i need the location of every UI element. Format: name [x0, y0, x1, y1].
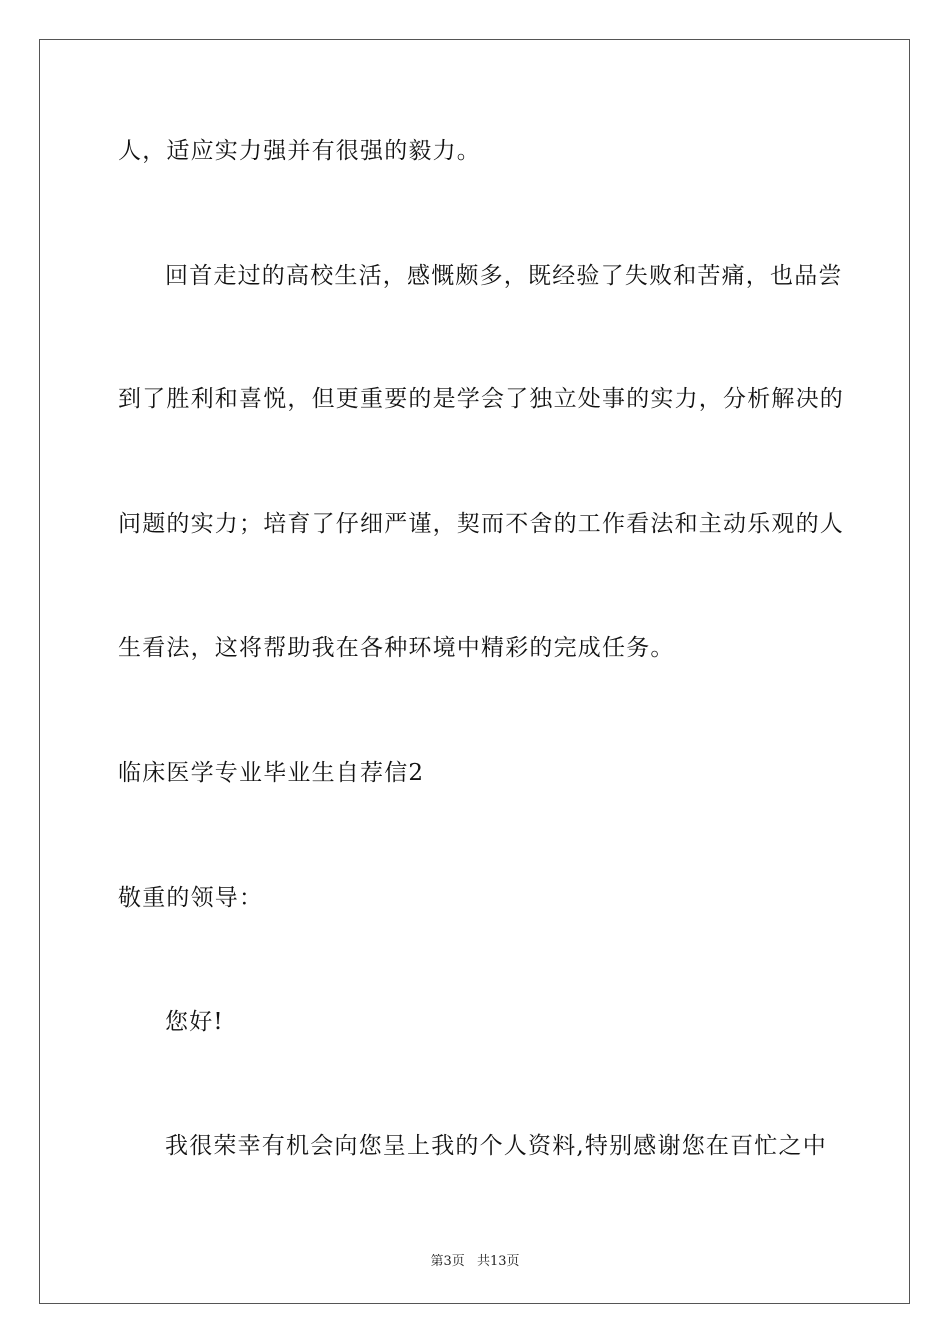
paragraph-line: 问题的实力；培育了仔细严谨，契而不舍的工作看法和主动乐观的人: [118, 511, 844, 537]
page-border: [39, 39, 910, 1304]
salutation: 敬重的领导：: [118, 885, 264, 911]
page-total: 共13页: [476, 1254, 520, 1269]
paragraph-line: 人，适应实力强并有很强的毅力。: [118, 138, 481, 164]
paragraph-line: 到了胜利和喜悦，但更重要的是学会了独立处事的实力，分析解决的: [118, 386, 844, 412]
page-footer: [0, 1250, 950, 1269]
paragraph-line: 我很荣幸有机会向您呈上我的个人资料,特别感谢您在百忙之中: [165, 1133, 827, 1159]
greeting: 您好!: [165, 1009, 224, 1035]
paragraph-line: 回首走过的高校生活，感慨颇多，既经验了失败和苦痛，也品尝: [165, 263, 843, 289]
section-title: 临床医学专业毕业生自荐信2: [118, 760, 425, 786]
paragraph-line: 生看法，这将帮助我在各种环境中精彩的完成任务。: [118, 635, 675, 661]
page-number: 第3页: [430, 1254, 465, 1269]
